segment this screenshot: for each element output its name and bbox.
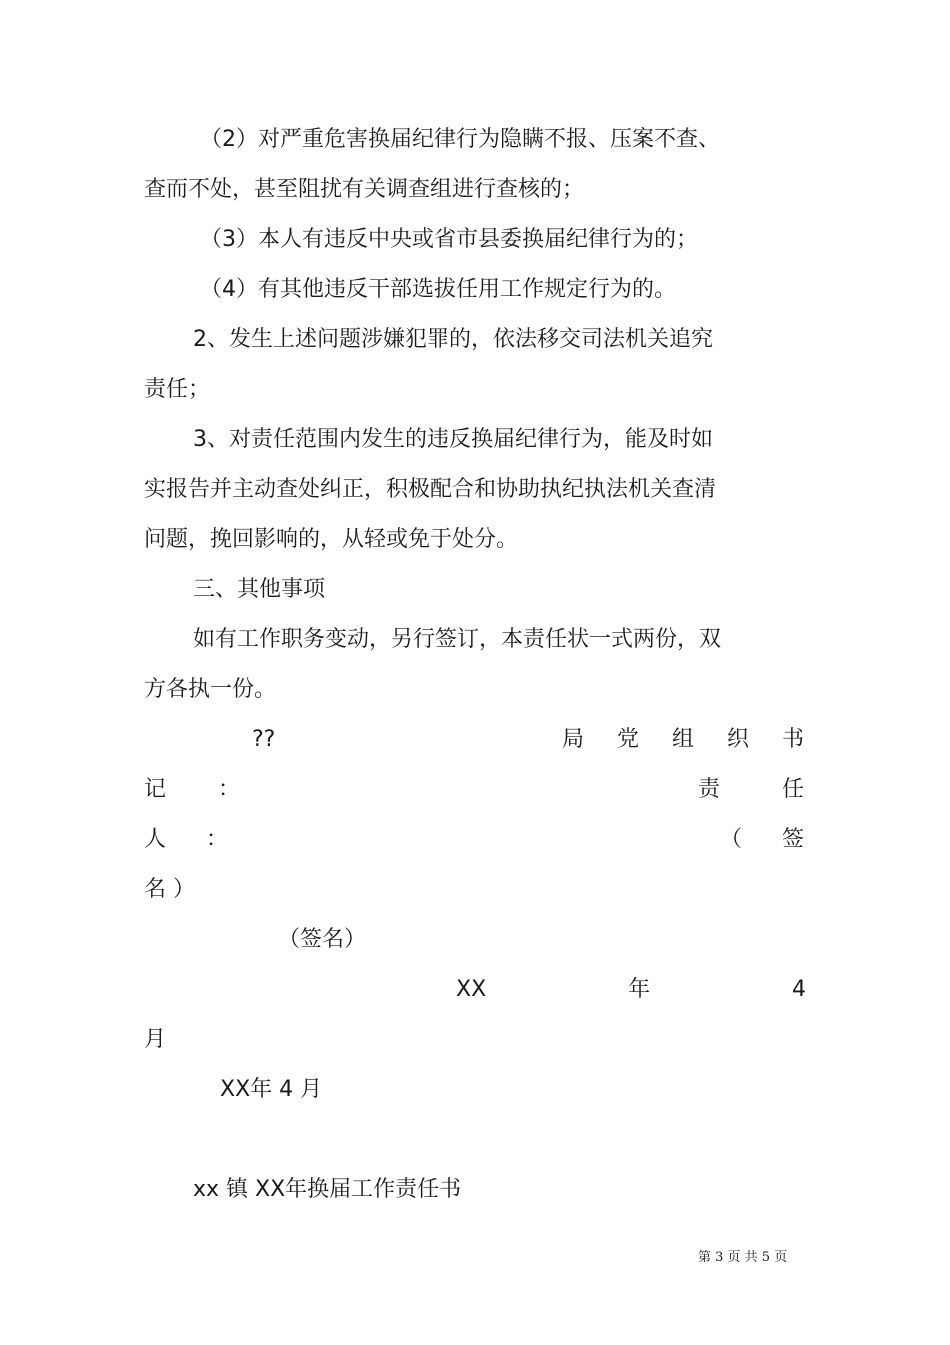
date-month: 月 (144, 1027, 167, 1052)
signature-row-right (720, 825, 804, 855)
signature-title-char: 党 (616, 727, 639, 752)
paragraph-line: 3、对责任范围内发生的违反换届纪律行为，能及时如 (193, 427, 713, 452)
next-document-title: xx 镇 XX年换届工作责任书 (193, 1177, 462, 1202)
signature-title-char: 组 (671, 727, 694, 752)
signature-char: 签 (781, 827, 804, 852)
signature-date (456, 975, 806, 1005)
signature-char: ： (217, 777, 240, 802)
paragraph-line: 方各执一份。 (144, 677, 277, 702)
paragraph-line: 问题，挽回影响的，从轻或免于处分。 (144, 527, 519, 552)
paragraph-line: 2、发生上述问题涉嫌犯罪的，依法移交司法机关追究 (193, 327, 713, 352)
page-number: 第 3 页 共 5 页 (698, 1250, 788, 1265)
paragraph-line: 查而不处，甚至阻扰有关调查组进行查核的； (144, 177, 585, 202)
paragraph-line: 责任； (144, 377, 211, 402)
signature-row-right (698, 775, 804, 805)
signature-date-second: XX年 4 月 (220, 1077, 323, 1102)
signature-char: 记 (144, 777, 167, 802)
signature-row-left (144, 775, 240, 805)
signature-title-char: 织 (726, 727, 749, 752)
signature-title (562, 725, 804, 755)
signature-char: 人 (144, 827, 167, 852)
signature-line: 名 ） (144, 877, 195, 902)
signature-title-char: 局 (562, 727, 585, 752)
paragraph-line: 实报告并主动查处纠正，积极配合和协助执纪执法机关查清 (144, 477, 717, 502)
signature-label: （签名） (278, 927, 367, 952)
signature-char: 责 (698, 777, 721, 802)
paragraph-line: （2）对严重危害换届纪律行为隐瞒不报、压案不查、 (200, 127, 720, 152)
signature-title-char: 书 (781, 727, 804, 752)
signature-placeholder: ?? (252, 727, 276, 752)
signature-char: ： (205, 827, 228, 852)
date-part: 年 (628, 977, 651, 1002)
date-part: 4 (791, 977, 806, 1002)
signature-char: 任 (781, 777, 804, 802)
paragraph-line: （3）本人有违反中央或省市县委换届纪律行为的； (200, 227, 698, 252)
section-heading: 三、其他事项 (193, 577, 326, 602)
paragraph-line: 如有工作职务变动，另行签订，本责任状一式两份，双 (193, 627, 722, 652)
signature-char: （ (720, 827, 743, 852)
paragraph-line: （4）有其他违反干部选拔任用工作规定行为的。 (200, 277, 676, 302)
signature-row-left (144, 825, 228, 855)
date-part: XX (456, 977, 487, 1002)
